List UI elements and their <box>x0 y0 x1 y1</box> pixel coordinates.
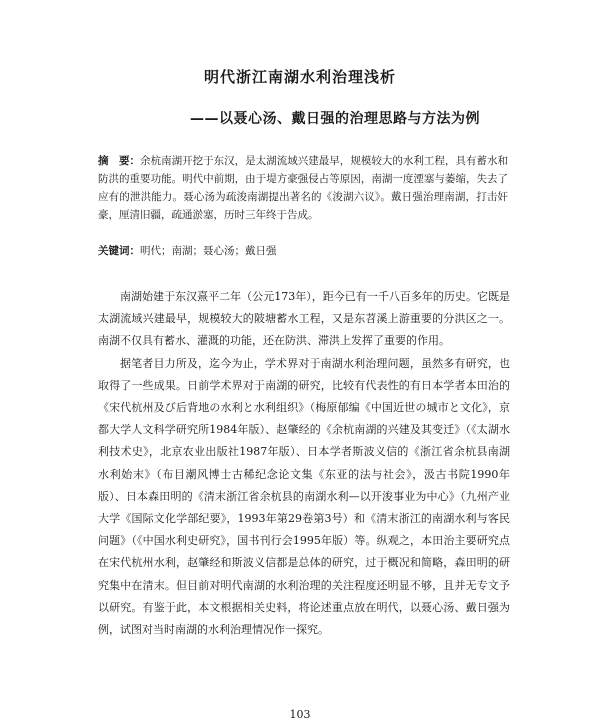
paper-title: 明代浙江南湖水利治理浅析 <box>203 68 396 86</box>
keywords-label: 关键词： <box>98 245 140 257</box>
paper-subtitle: ——以聂心汤、戴日强的治理思路与方法为例 <box>190 111 480 127</box>
page-number: 103 <box>289 708 311 721</box>
keywords-text: 明代；南湖；聂心汤；戴日强 <box>140 245 277 257</box>
keywords <box>98 242 508 260</box>
body-paragraph-2: 据笔者目力所及，迄今为止，学术界对于南湖水利治理问题，虽然多有研究，也取得了一些成果。日前学术界对于南湖的研究，比较有代表性的有日本学者本田治的《宋代杭州及び后背地の水利と水利组织》（梅原郁编《中国近世の城市と文化》，京都大学人文科学研究所1984年版）、赵肇经的《余杭南湖的兴建及其变迁》（《太湖水利技术史》，北京农业出版社1987年版）、日本学者斯波义信的《浙江省余杭县南湖水利始末》（布目潮风博士古稀纪念论文集《东亚的法与社会》，汲古书院1990年版）、日本森田明的《清末浙江省余杭县的南湖水利—以开浚事业为中心》（九州产业大学《国际文化学部纪要》，1993年第29卷第3号）和《清末浙江的南湖水利与客民问题》（《中国水利史研究》，国书刊行会1995年版）等。纵观之，本田治主要研究点在宋代杭州水利，赵肇经和斯波义信都是总体的研究，过于概况和简略，森田明的研究集中在清末。但目前对明代南湖的水利治理的关注程度还明显不够，且并无专文予以研究。有鉴于此，本文根据相关史料，将论述重点放在明代，以聂心汤、戴日强为例，试图对当时南湖的水利治理情况作一探究。 <box>98 356 510 637</box>
body-text <box>98 286 510 641</box>
abstract-text: 余杭南湖开挖于东汉，是太湖流域兴建最早，规模较大的水利工程，具有蓄水和防洪的重要功能。明代中前期，由于堤方豪强侵占等原因，南湖一度湮塞与萎缩，失去了应有的泄洪能力。聂心汤为疏浚南湖提出著名的《浚湖六议》。戴日强治理南湖，打击奸豪，厘清旧疆，疏通淤塞，历时三年终于告成。 <box>98 155 509 221</box>
abstract <box>98 152 508 224</box>
body-paragraph-1: 南湖始建于东汉熹平二年（公元173年），距今已有一千八百多年的历史。它既是太湖流域兴建最早，规模较大的陂塘蓄水工程，又是东苕溪上游重要的分洪区之一。南湖不仅具有蓄水、灌溉的功能，还在防洪、滞洪上发挥了重要的作用。 <box>98 290 510 348</box>
abstract-label: 摘 要： <box>98 155 141 167</box>
